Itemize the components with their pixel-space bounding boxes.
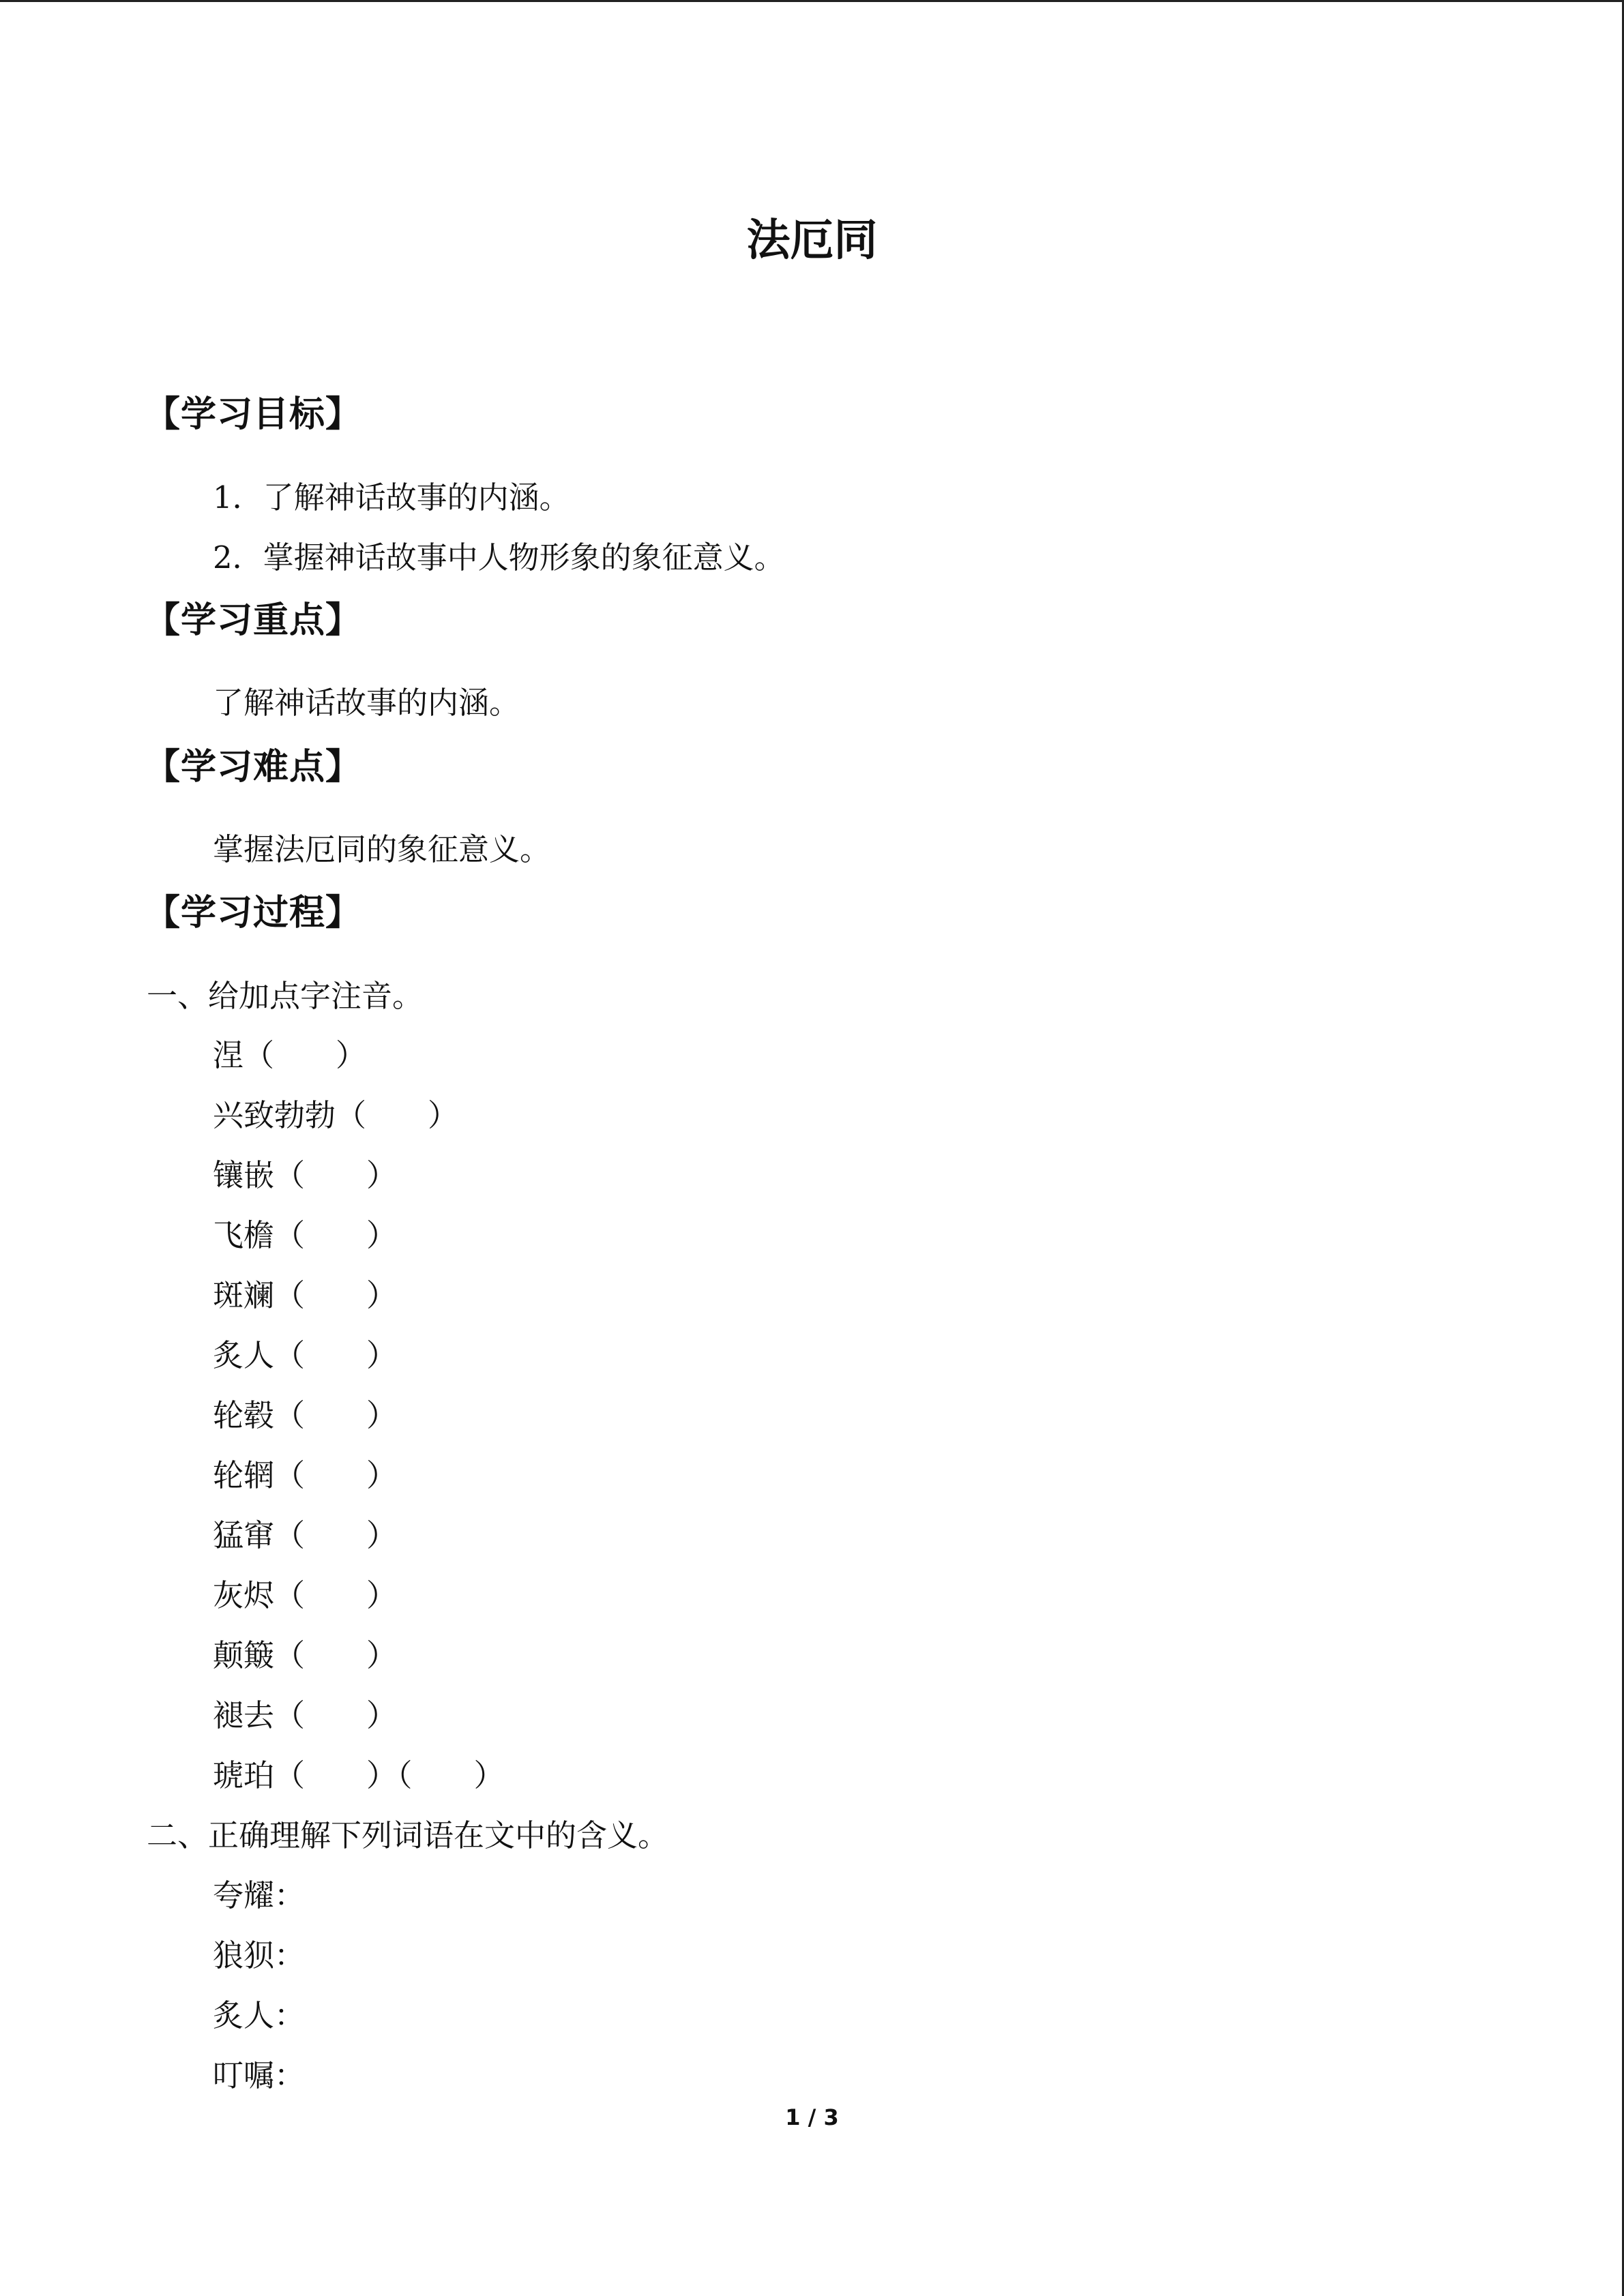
meaning-item: 狼狈： [213, 1937, 306, 1973]
question-2-prompt: 二、正确理解下列词语在文中的含义。 [147, 1817, 669, 1853]
difficulties-text: 掌握法厄同的象征意义。 [213, 831, 551, 867]
pinyin-item: 斑斓（ ） [213, 1277, 398, 1313]
pinyin-item: 轮毂（ ） [213, 1397, 398, 1433]
objective-item: 1．了解神话故事的内涵。 [213, 479, 570, 516]
pinyin-item: 炙人（ ） [213, 1337, 398, 1373]
pinyin-item: 飞檐（ ） [213, 1217, 398, 1253]
meaning-item: 炙人： [213, 1997, 306, 2033]
pinyin-item: 琥珀（ ）（ ） [213, 1757, 505, 1793]
objective-item: 2．掌握神话故事中人物形象的象征意义。 [213, 539, 785, 576]
meaning-item: 叮嘱： [213, 2057, 306, 2093]
pinyin-item: 灰烬（ ） [213, 1577, 398, 1613]
meaning-item: 夸耀： [213, 1877, 306, 1913]
difficulties-heading: 【学习难点】 [145, 747, 362, 788]
key-points-heading: 【学习重点】 [145, 600, 362, 641]
question-1-prompt: 一、给加点字注音。 [147, 978, 424, 1014]
pinyin-item: 镶嵌（ ） [213, 1157, 398, 1193]
objectives-heading: 【学习目标】 [145, 394, 362, 435]
pinyin-item: 轮辋（ ） [213, 1457, 398, 1493]
page-number: 1 / 3 [785, 2104, 839, 2130]
pinyin-item: 兴致勃勃（ ） [213, 1097, 459, 1133]
pinyin-item: 猛窜（ ） [213, 1517, 398, 1553]
key-points-text: 了解神话故事的内涵。 [213, 685, 520, 721]
document-title: 法厄同 [746, 215, 878, 266]
process-heading: 【学习过程】 [145, 893, 362, 934]
pinyin-item: 涅（ ） [213, 1037, 367, 1073]
pinyin-item: 颠簸（ ） [213, 1637, 398, 1673]
pinyin-item: 褪去（ ） [213, 1697, 398, 1733]
